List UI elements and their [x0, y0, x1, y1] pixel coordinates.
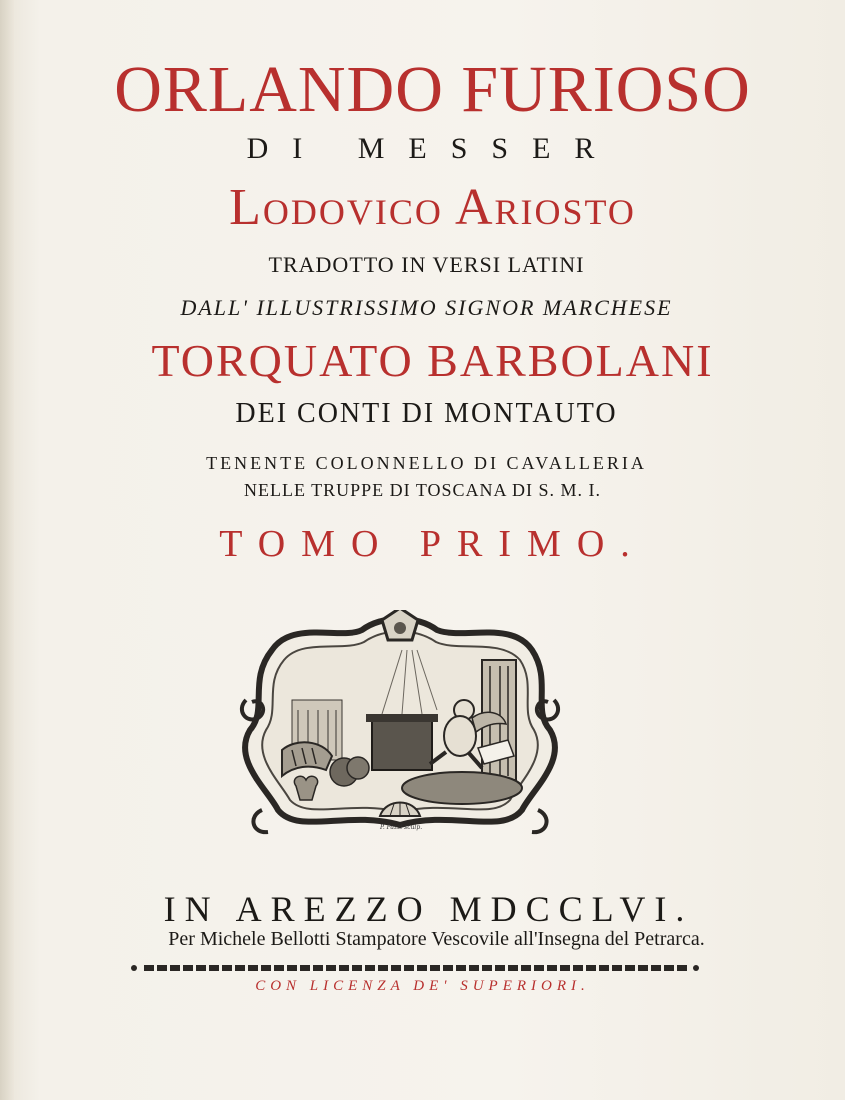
- rule-block: [469, 965, 479, 971]
- rule-block: [443, 965, 453, 971]
- place-date-line: IN AREZZO MDCCLVI.: [163, 889, 694, 929]
- translator-name: TORQUATO BARBOLANI: [151, 335, 714, 386]
- family-line: DEI CONTI DI MONTAUTO: [235, 398, 618, 429]
- volume-line: TOMO PRIMO.: [219, 523, 646, 565]
- rule-block: [157, 965, 167, 971]
- rule-block: [560, 965, 570, 971]
- rule-block: [378, 965, 388, 971]
- rule-block: [365, 965, 375, 971]
- rule-block: [521, 965, 531, 971]
- rule-block: [612, 965, 622, 971]
- work-title: ORLANDO FURIOSO: [114, 53, 751, 126]
- rule-block: [196, 965, 206, 971]
- engraved-vignette: [232, 610, 568, 840]
- rule-block: [404, 965, 414, 971]
- rule-block: [222, 965, 232, 971]
- ornamental-rule: [128, 962, 702, 974]
- rule-block: [417, 965, 427, 971]
- rule-block: [313, 965, 323, 971]
- rule-block: [534, 965, 544, 971]
- di-messer-line: DI MESSER: [246, 132, 619, 165]
- rule-block: [287, 965, 297, 971]
- rule-block: [326, 965, 336, 971]
- rule-block: [586, 965, 596, 971]
- rule-block: [391, 965, 401, 971]
- rule-block: [547, 965, 557, 971]
- rule-block: [482, 965, 492, 971]
- rule-block: [209, 965, 219, 971]
- rule-block: [430, 965, 440, 971]
- rule-block: [274, 965, 284, 971]
- rule-block: [677, 965, 687, 971]
- translated-line: TRADOTTO IN VERSI LATINI: [268, 252, 585, 277]
- rule-block: [638, 965, 648, 971]
- rule-block: [300, 965, 310, 971]
- rule-block: [183, 965, 193, 971]
- rule-block: [573, 965, 583, 971]
- rule-block: [352, 965, 362, 971]
- rule-block: [599, 965, 609, 971]
- by-line: DALL' ILLUSTRISSIMO SIGNOR MARCHESE: [180, 295, 673, 320]
- engraver-credit: P. Pazzi sculp.: [380, 824, 423, 831]
- rule-block: [261, 965, 271, 971]
- author-name: Lodovico Ariosto: [229, 179, 636, 236]
- rank-line: TENENTE COLONNELLO DI CAVALLERIA: [206, 453, 647, 473]
- rule-block: [248, 965, 258, 971]
- printer-line: Per Michele Bellotti Stampatore Vescovile all'Insegna del Petrarca.: [168, 928, 705, 950]
- license-line: CON LICENZA DE' SUPERIORI.: [255, 978, 590, 994]
- rule-block: [456, 965, 466, 971]
- rule-block: [508, 965, 518, 971]
- rule-block: [625, 965, 635, 971]
- rule-block: [495, 965, 505, 971]
- rule-block: [235, 965, 245, 971]
- rule-block: [144, 965, 154, 971]
- rule-block: [339, 965, 349, 971]
- rule-block: [170, 965, 180, 971]
- service-line: NELLE TRUPPE DI TOSCANA DI S. M. I.: [243, 480, 602, 500]
- rule-block: [651, 965, 661, 971]
- rule-block: [664, 965, 674, 971]
